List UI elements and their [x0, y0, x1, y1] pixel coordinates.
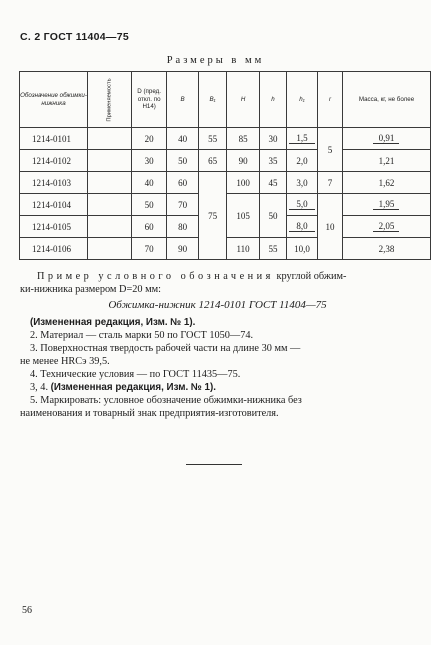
cell-designation: 1214-0101 [20, 128, 88, 150]
paragraph-amendment-2 [30, 381, 425, 394]
cell-d: 20 [132, 128, 167, 150]
cell-b: 40 [167, 128, 199, 150]
col-d-header: D (пред. откл. по H14) [132, 72, 167, 128]
example-text-line1: круглой обжим- [276, 271, 347, 282]
cell-applicability [87, 172, 131, 194]
cell-d: 40 [132, 172, 167, 194]
cell-r: 7 [318, 172, 343, 194]
table-header-row [20, 72, 431, 128]
cell-designation: 1214-0103 [20, 172, 88, 194]
col-mass-header: Масса, кг, не более [342, 72, 430, 128]
paragraph-marking-a: 5. Маркировать: условное обозначение обжимки-нижника без [30, 395, 302, 406]
paragraph-amendment-2-items: 3, 4. [30, 382, 49, 393]
cell-h: 100 [227, 172, 260, 194]
cell-b: 80 [167, 216, 199, 238]
cell-h1: 1,5 [287, 128, 318, 150]
paragraph-hardness-a: 3. Поверхностная твердость рабочей части на длине 30 мм — [30, 343, 301, 354]
cell-d: 30 [132, 150, 167, 172]
example-text [20, 270, 415, 283]
table-caption: Размеры в мм [166, 55, 265, 66]
cell-h1: 2,0 [287, 150, 318, 172]
cell-b1: 65 [199, 150, 227, 172]
cell-applicability [87, 238, 131, 260]
col-designation-header: Обозначение обжимки-нижника [20, 72, 88, 128]
paragraph-material: 2. Материал — сталь марки 50 по ГОСТ 1050—74. [30, 330, 254, 341]
col-r-header: r [318, 72, 343, 128]
cell-mass: 2,38 [342, 238, 430, 260]
cell-b: 60 [167, 172, 199, 194]
cell-h: 105 [227, 194, 260, 238]
cell-b: 90 [167, 238, 199, 260]
cell-d: 50 [132, 194, 167, 216]
paragraph-amendment-2-text: (Измененная редакция, Изм. № 1). [50, 382, 216, 393]
cell-h-small: 55 [260, 238, 287, 260]
cell-h-small: 30 [260, 128, 287, 150]
cell-mass: 1,62 [342, 172, 430, 194]
cell-d: 60 [132, 216, 167, 238]
cell-d: 70 [132, 238, 167, 260]
table-row [20, 128, 431, 150]
cell-applicability [87, 194, 131, 216]
example-designation: Обжимка-нижник 1214-0101 ГОСТ 11404—75 [108, 299, 327, 311]
cell-r: 5 [318, 128, 343, 172]
cell-applicability [87, 150, 131, 172]
paragraph-tech-conditions: 4. Технические условия — по ГОСТ 11435—75. [30, 369, 241, 380]
cell-mass: 1,95 [342, 194, 430, 216]
cell-h1: 8,0 [287, 216, 318, 238]
table-row [20, 150, 431, 172]
cell-r: 10 [318, 194, 343, 260]
section-divider [186, 464, 242, 465]
cell-b: 50 [167, 150, 199, 172]
page-header: С. 2 ГОСТ 11404—75 [20, 31, 130, 43]
col-b1-header: B₁ [199, 72, 227, 128]
dimensions-table [19, 71, 431, 260]
cell-mass: 1,21 [342, 150, 430, 172]
col-h-small-header: h [260, 72, 287, 128]
cell-h-small: 45 [260, 172, 287, 194]
col-h-header: H [227, 72, 260, 128]
paragraph-amendment-1: (Измененная редакция, Изм. № 1). [30, 317, 196, 328]
cell-mass: 0,91 [342, 128, 430, 150]
cell-designation: 1214-0106 [20, 238, 88, 260]
example-text-line2: ки-нижника размером D=20 мм: [20, 284, 162, 295]
table-row [20, 172, 431, 194]
cell-b: 70 [167, 194, 199, 216]
col-applicability-header: Применяемость [87, 72, 131, 128]
cell-h1: 10,0 [287, 238, 318, 260]
paragraph-hardness-b: не менее HRCэ 39,5. [20, 356, 110, 367]
page-number: 56 [22, 605, 32, 616]
cell-h: 85 [227, 128, 260, 150]
cell-b1: 75 [199, 172, 227, 260]
cell-designation: 1214-0104 [20, 194, 88, 216]
cell-applicability [87, 128, 131, 150]
cell-h: 110 [227, 238, 260, 260]
example-lead: Пример условного обозначения [37, 271, 274, 282]
cell-h: 90 [227, 150, 260, 172]
cell-designation: 1214-0102 [20, 150, 88, 172]
cell-h-small: 35 [260, 150, 287, 172]
cell-applicability [87, 216, 131, 238]
cell-b1: 55 [199, 128, 227, 150]
col-b-header: B [167, 72, 199, 128]
cell-h1: 3,0 [287, 172, 318, 194]
cell-h1: 5,0 [287, 194, 318, 216]
cell-designation: 1214-0105 [20, 216, 88, 238]
col-h1-header: h₁ [287, 72, 318, 128]
cell-h-small: 50 [260, 194, 287, 238]
cell-mass: 2,05 [342, 216, 430, 238]
paragraph-marking-b: наименования и товарный знак предприятия-изготовителя. [20, 408, 279, 419]
